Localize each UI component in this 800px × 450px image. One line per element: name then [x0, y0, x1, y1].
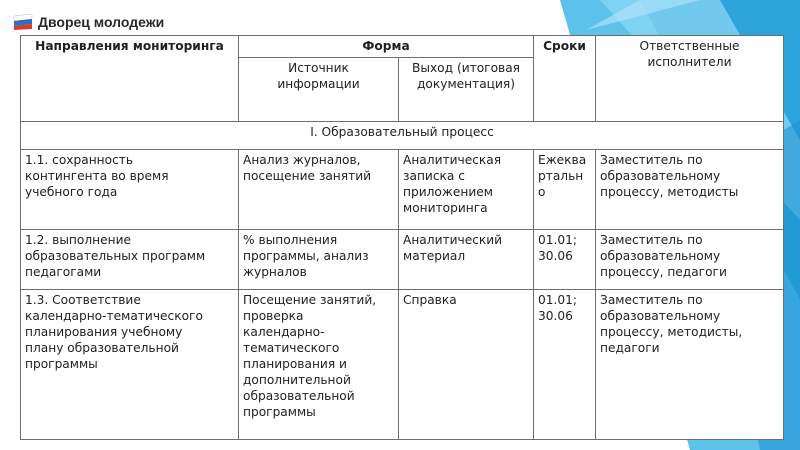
header-form: Форма	[239, 36, 534, 58]
cell-direction: 1.3. Соответствие календарно-тематического планирования учебному плану образовательной программы	[21, 290, 239, 440]
cell-responsible: Заместитель по образовательному процессу, педагоги	[596, 230, 784, 290]
cell-source: Посещение занятий, проверка календарно- тематического планирования и дополнительной образовательной программы	[239, 290, 399, 440]
logo-flag-icon	[12, 14, 34, 30]
cell-direction: 1.2. выполнение образовательных программ педагогами	[21, 230, 239, 290]
header-responsible: Ответственные исполнители	[596, 36, 784, 122]
header-source: Источник информации	[239, 58, 399, 122]
cell-direction: 1.1. сохранность контингента во время учебного года	[21, 150, 239, 230]
cell-output: Аналитическая записка с приложением мониторинга	[399, 150, 534, 230]
cell-responsible: Заместитель по образовательному процессу, методисты, педагоги	[596, 290, 784, 440]
cell-deadline: 01.01; 30.06	[534, 230, 596, 290]
table-row	[21, 230, 784, 290]
monitoring-table	[20, 35, 784, 440]
header-directions: Направления мониторинга	[21, 36, 239, 122]
cell-source: Анализ журналов, посещение занятий	[239, 150, 399, 230]
watermark-text: MyShared	[650, 387, 785, 419]
watermark-logo-icon	[610, 386, 644, 420]
watermark	[610, 386, 784, 420]
cell-output: Аналитический материал	[399, 230, 534, 290]
header-output: Выход (итоговая документация)	[399, 58, 534, 122]
cell-deadline: Ежеква ртальн о	[534, 150, 596, 230]
logo-title: Дворец молодежи	[38, 14, 165, 30]
cell-responsible: Заместитель по образовательному процессу, методисты	[596, 150, 784, 230]
cell-output: Справка	[399, 290, 534, 440]
header-deadlines: Сроки	[534, 36, 596, 122]
table-header-row	[21, 36, 784, 58]
section-title: I. Образовательный процесс	[21, 122, 784, 150]
section-row	[21, 122, 784, 150]
cell-deadline: 01.01; 30.06	[534, 290, 596, 440]
cell-source: % выполнения программы, анализ журналов	[239, 230, 399, 290]
logo	[12, 14, 164, 30]
table-row	[21, 150, 784, 230]
